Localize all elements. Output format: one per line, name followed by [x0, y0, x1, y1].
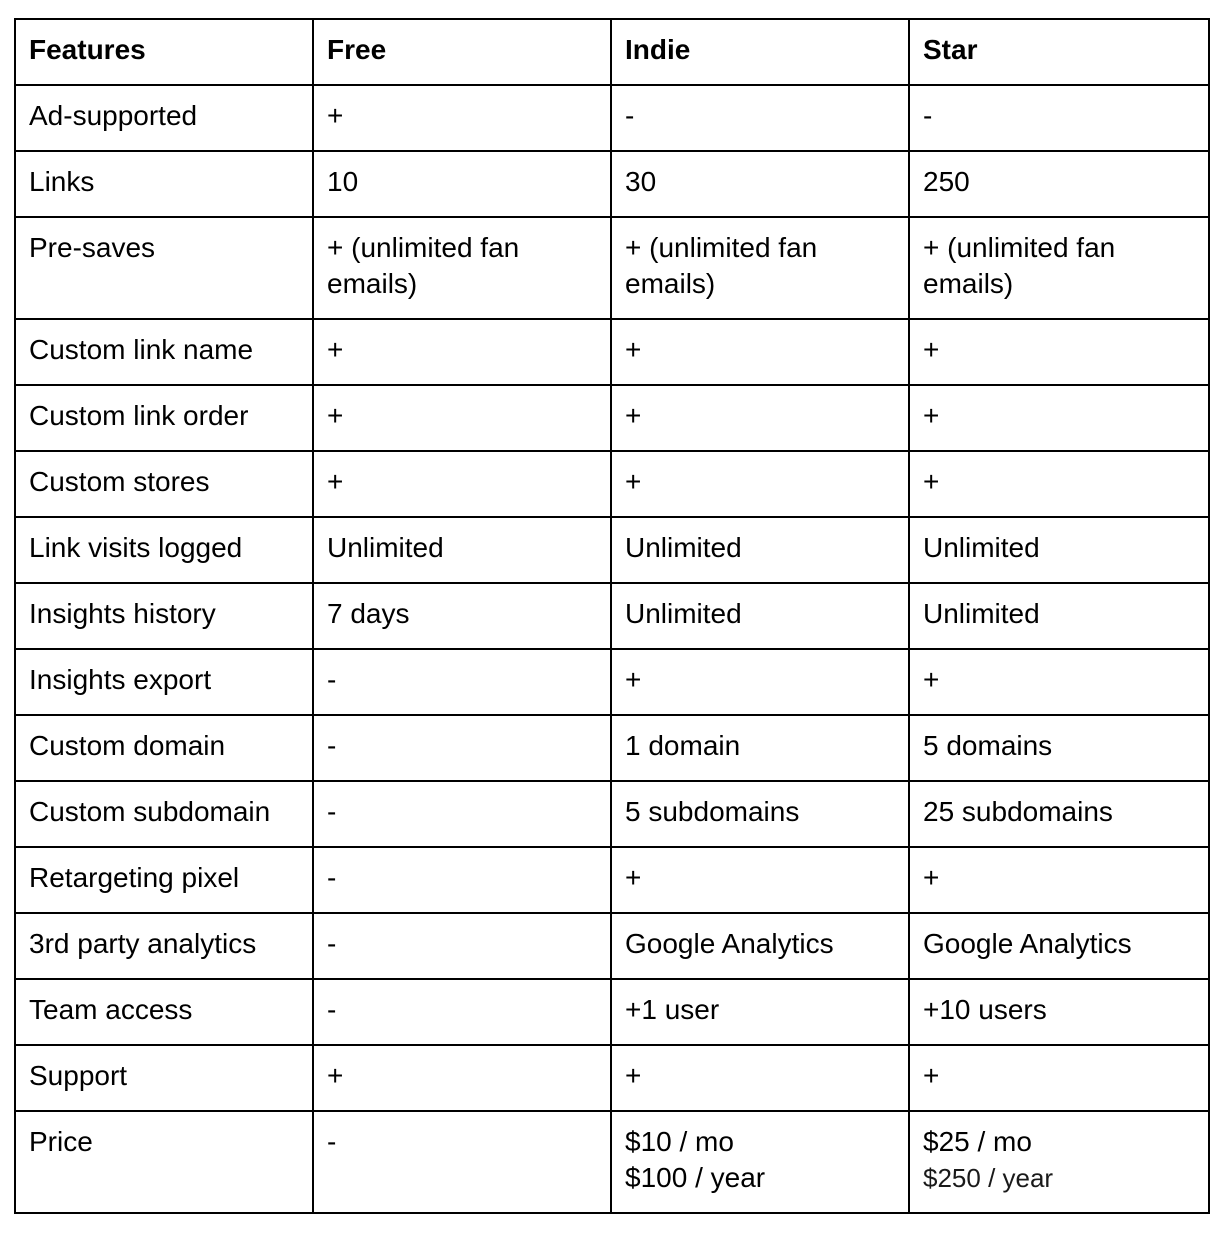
feature-cell: Custom link order — [15, 385, 313, 451]
table-row — [15, 151, 1209, 217]
indie-cell: + — [611, 847, 909, 913]
table-row — [15, 913, 1209, 979]
table-row — [15, 319, 1209, 385]
feature-cell: 3rd party analytics — [15, 913, 313, 979]
star-cell: + — [909, 385, 1209, 451]
table-row — [15, 781, 1209, 847]
free-cell: + — [313, 319, 611, 385]
table-row — [15, 451, 1209, 517]
free-cell: - — [313, 715, 611, 781]
header-free: Free — [313, 19, 611, 85]
feature-cell: Price — [15, 1111, 313, 1213]
indie-cell: + — [611, 1045, 909, 1111]
feature-cell: Insights export — [15, 649, 313, 715]
free-cell: + — [313, 85, 611, 151]
feature-cell: Custom stores — [15, 451, 313, 517]
indie-cell: + — [611, 319, 909, 385]
pricing-comparison-table — [14, 18, 1210, 1214]
indie-cell: + (unlimited fan emails) — [611, 217, 909, 319]
table-row — [15, 847, 1209, 913]
star-cell: + — [909, 649, 1209, 715]
table-row — [15, 583, 1209, 649]
indie-cell: + — [611, 451, 909, 517]
table-row — [15, 1045, 1209, 1111]
free-cell: 7 days — [313, 583, 611, 649]
free-cell: - — [313, 781, 611, 847]
indie-price-cell — [611, 1111, 909, 1213]
indie-cell: Unlimited — [611, 517, 909, 583]
free-cell: 10 — [313, 151, 611, 217]
table-row — [15, 517, 1209, 583]
table-row — [15, 385, 1209, 451]
star-cell: +10 users — [909, 979, 1209, 1045]
table-row — [15, 649, 1209, 715]
free-cell: + — [313, 1045, 611, 1111]
indie-cell: - — [611, 85, 909, 151]
free-cell: - — [313, 649, 611, 715]
star-cell: 5 domains — [909, 715, 1209, 781]
star-cell: + — [909, 319, 1209, 385]
star-cell: 25 subdomains — [909, 781, 1209, 847]
feature-cell: Pre-saves — [15, 217, 313, 319]
free-cell: + (unlimited fan emails) — [313, 217, 611, 319]
table-row — [15, 715, 1209, 781]
feature-cell: Team access — [15, 979, 313, 1045]
header-row — [15, 19, 1209, 85]
indie-cell: + — [611, 649, 909, 715]
star-cell: + — [909, 451, 1209, 517]
header-features: Features — [15, 19, 313, 85]
indie-yearly-price: $100 / year — [625, 1162, 766, 1193]
free-price-cell: - — [313, 1111, 611, 1213]
star-cell: - — [909, 85, 1209, 151]
free-cell: - — [313, 979, 611, 1045]
feature-cell: Insights history — [15, 583, 313, 649]
indie-cell: 30 — [611, 151, 909, 217]
star-cell: Google Analytics — [909, 913, 1209, 979]
price-row — [15, 1111, 1209, 1213]
indie-cell: Unlimited — [611, 583, 909, 649]
table-row — [15, 217, 1209, 319]
star-cell: Unlimited — [909, 583, 1209, 649]
star-monthly-price: $25 / mo — [923, 1126, 1032, 1157]
indie-cell: 5 subdomains — [611, 781, 909, 847]
star-cell: + (unlimited fan emails) — [909, 217, 1209, 319]
feature-cell: Retargeting pixel — [15, 847, 313, 913]
feature-cell: Ad-supported — [15, 85, 313, 151]
free-cell: - — [313, 847, 611, 913]
feature-cell: Custom link name — [15, 319, 313, 385]
indie-cell: Google Analytics — [611, 913, 909, 979]
star-cell: + — [909, 1045, 1209, 1111]
feature-cell: Link visits logged — [15, 517, 313, 583]
indie-cell: 1 domain — [611, 715, 909, 781]
free-cell: Unlimited — [313, 517, 611, 583]
feature-cell: Support — [15, 1045, 313, 1111]
indie-cell: +1 user — [611, 979, 909, 1045]
free-cell: + — [313, 385, 611, 451]
header-indie: Indie — [611, 19, 909, 85]
table-row — [15, 85, 1209, 151]
star-cell: 250 — [909, 151, 1209, 217]
feature-cell: Custom subdomain — [15, 781, 313, 847]
star-yearly-price: $250 / year — [923, 1163, 1054, 1193]
free-cell: + — [313, 451, 611, 517]
header-star: Star — [909, 19, 1209, 85]
feature-cell: Links — [15, 151, 313, 217]
feature-cell: Custom domain — [15, 715, 313, 781]
table-row — [15, 979, 1209, 1045]
indie-cell: + — [611, 385, 909, 451]
star-cell: + — [909, 847, 1209, 913]
indie-monthly-price: $10 / mo — [625, 1126, 734, 1157]
star-cell: Unlimited — [909, 517, 1209, 583]
free-cell: - — [313, 913, 611, 979]
star-price-cell — [909, 1111, 1209, 1213]
